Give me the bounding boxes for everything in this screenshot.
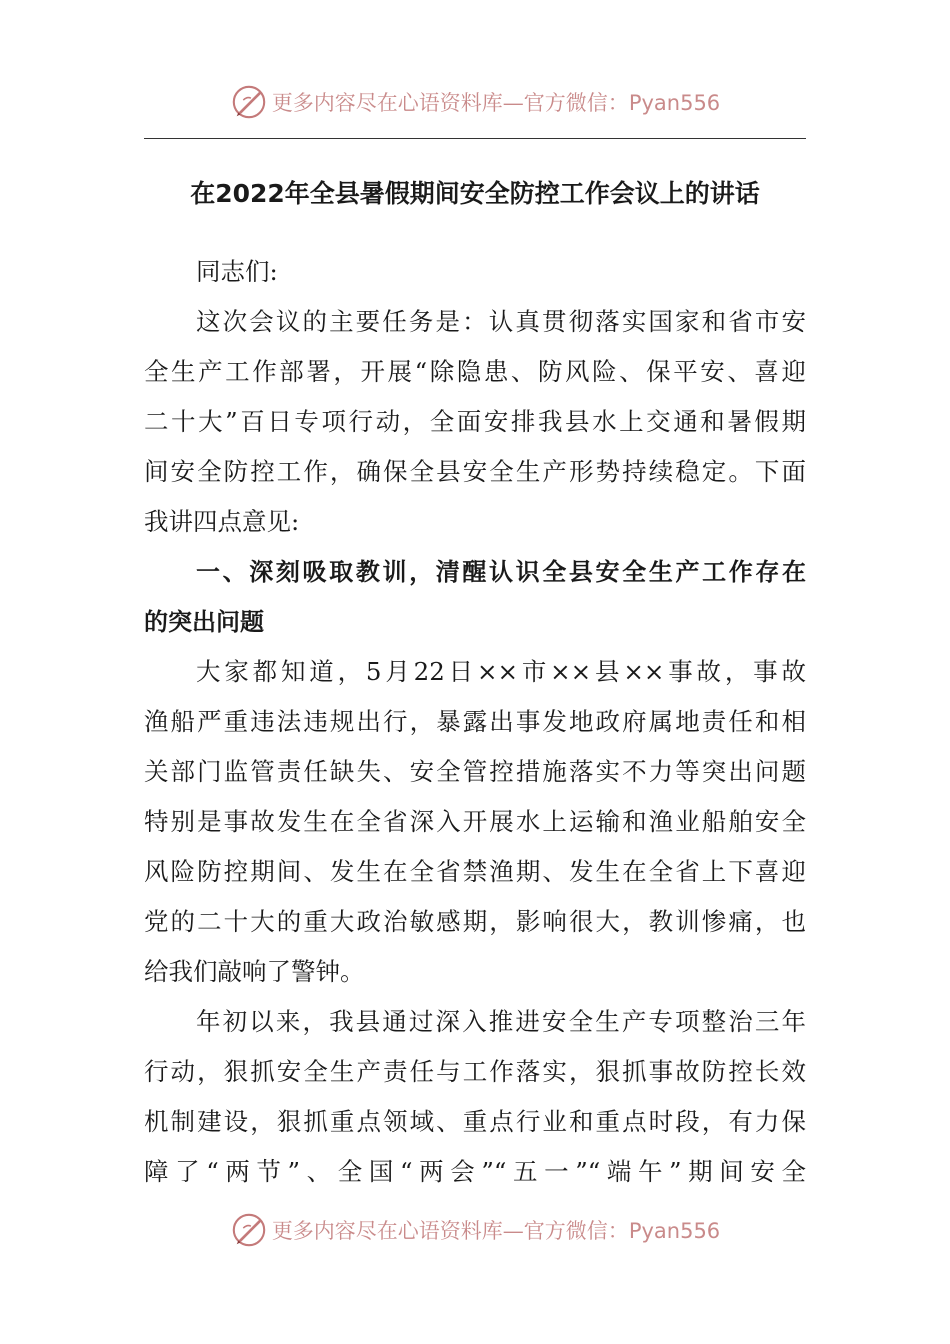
paragraph-line: 行动，狠抓安全生产责任与工作落实，狠抓事故防控长效 [144, 1057, 806, 1086]
paragraph-line: 关部门监管责任缺失、安全管控措施落实不力等突出问题 [144, 757, 806, 786]
paragraph-line: 给我们敲响了警钟。 [144, 957, 365, 986]
header-rule [144, 138, 806, 139]
document-body [144, 247, 806, 1197]
watermark-text: 更多内容尽在心语资料库—官方微信：Pyan556 [271, 91, 721, 115]
paragraph-line: 风险防控期间、发生在全省禁渔期、发生在全省上下喜迎 [144, 857, 806, 886]
paragraph-line: 特别是事故发生在全省深入开展水上运输和渔业船舶安全 [144, 807, 806, 836]
paragraph-line: 机制建设，狠抓重点领域、重点行业和重点时段，有力保 [144, 1107, 806, 1136]
paragraph-line: 党的二十大的重大政治敏感期，影响很大，教训惨痛，也 [144, 907, 806, 936]
paragraph-line: 间安全防控工作，确保全县安全生产形势持续稳定。下面 [144, 457, 806, 486]
section-heading: 的突出问题 [144, 608, 264, 636]
paragraph-line: 年初以来，我县通过深入推进安全生产专项整治三年 [196, 1007, 806, 1036]
footer-watermark [0, 1208, 950, 1252]
paragraph-line: 渔船严重违法违规出行，暴露出事发地政府属地责任和相 [144, 707, 806, 736]
paragraph-line: 我讲四点意见: [144, 507, 300, 536]
header-watermark [0, 80, 950, 124]
document-title: 在2022年全县暑假期间安全防控工作会议上的讲话 [190, 179, 760, 208]
paragraph-line: 二十大”百日专项行动，全面安排我县水上交通和暑假期 [144, 407, 806, 436]
pen-logo-icon [230, 83, 268, 121]
paragraph-line: 全生产工作部署，开展“除隐患、防风险、保平安、喜迎 [144, 357, 806, 386]
section-heading: 一、深刻吸取教训，清醒认识全县安全生产工作存在 [196, 558, 806, 586]
paragraph-line: 这次会议的主要任务是：认真贯彻落实国家和省市安 [196, 307, 806, 336]
salutation: 同志们: [196, 257, 278, 286]
paragraph-line: 障了“两节”、全国“两会”“五一”“端午”期间安全 [144, 1157, 806, 1186]
paragraph-line: 大家都知道，5月22日××市××县××事故，事故 [196, 657, 806, 686]
watermark-id: Pyan556 [628, 1219, 721, 1243]
pen-logo-icon [230, 1211, 268, 1249]
watermark-text: 更多内容尽在心语资料库—官方微信：Pyan556 [271, 1219, 721, 1243]
watermark-id: Pyan556 [628, 91, 721, 115]
